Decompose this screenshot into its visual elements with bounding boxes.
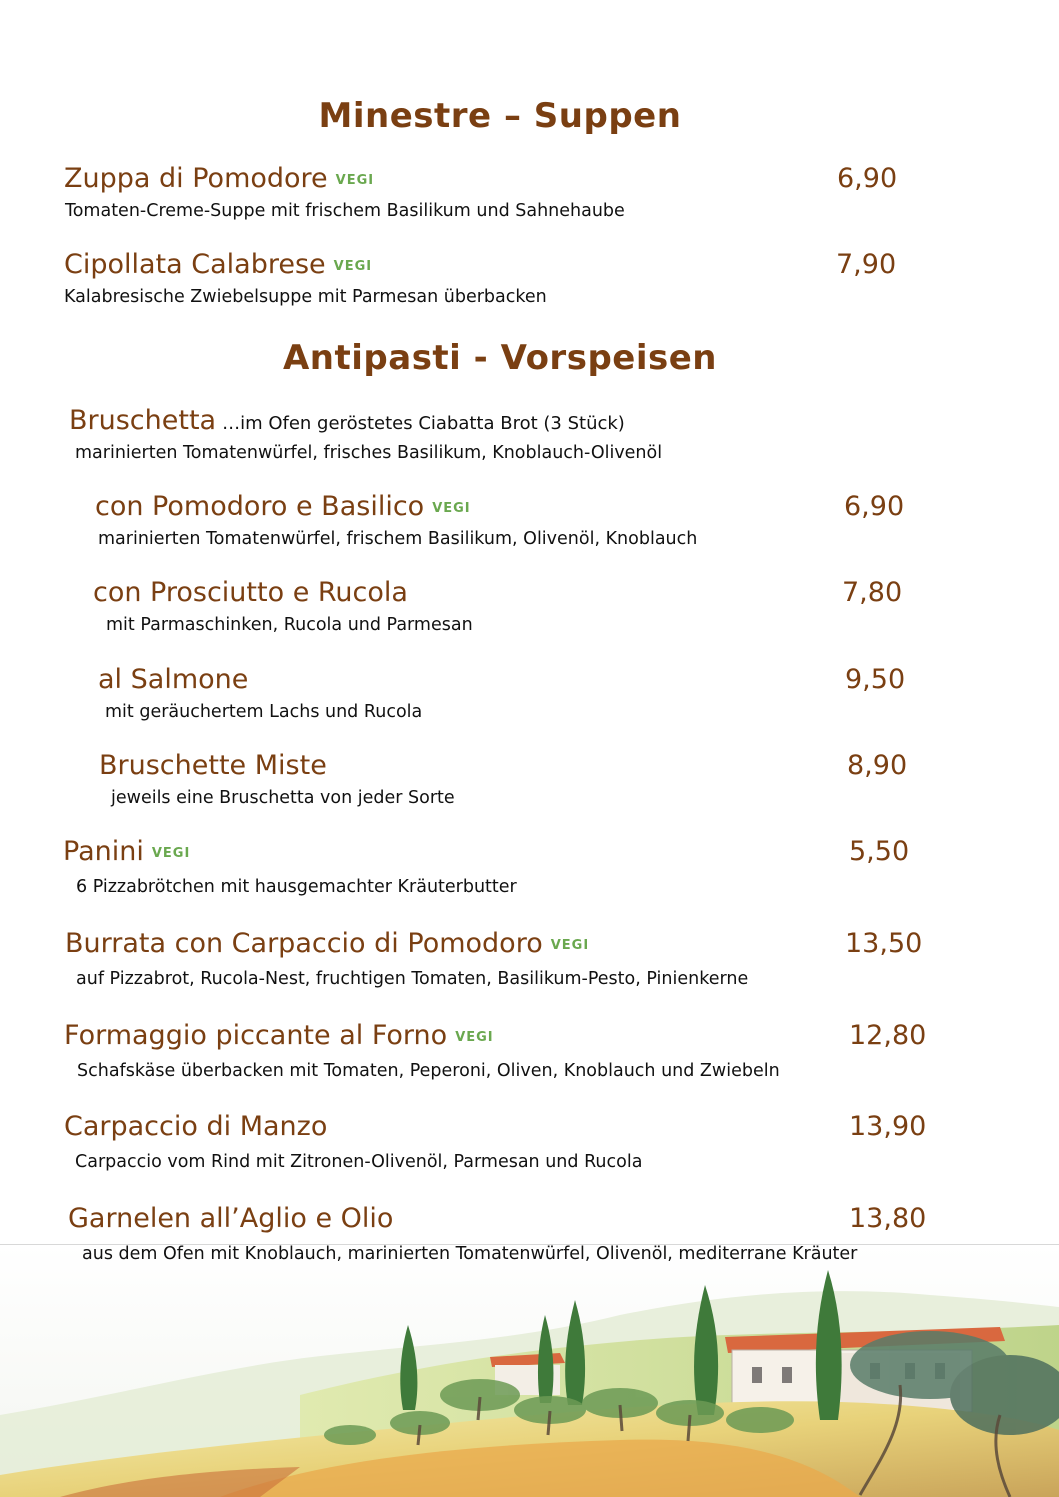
- item-price: 6,90: [844, 491, 905, 522]
- menu-item: [64, 163, 944, 221]
- menu-item: [63, 836, 943, 897]
- item-price: 7,90: [836, 249, 897, 280]
- vegi-badge: VEGI: [550, 938, 590, 953]
- vegi-badge: VEGI: [151, 846, 191, 861]
- item-name: Formaggio piccante al Forno VEGI: [64, 1020, 494, 1051]
- menu-item: [64, 1020, 944, 1081]
- menu-item: [98, 664, 978, 722]
- menu-item: [64, 1111, 944, 1172]
- vegi-badge: VEGI: [333, 259, 373, 274]
- item-description: 6 Pizzabrötchen mit hausgemachter Kräuterbutter: [76, 877, 517, 897]
- section-title-soups: Minestre – Suppen: [318, 96, 682, 136]
- item-price: 12,80: [849, 1020, 927, 1051]
- item-description: Carpaccio vom Rind mit Zitronen-Olivenöl, Parmesan und Rucola: [75, 1152, 643, 1172]
- menu-item: [93, 577, 973, 635]
- item-price: 8,90: [847, 750, 908, 781]
- item-price: 13,80: [849, 1203, 927, 1234]
- tuscany-landscape-illustration: [0, 1245, 1059, 1497]
- item-name: con Prosciutto e Rucola: [93, 577, 408, 608]
- vegi-badge: VEGI: [432, 501, 471, 516]
- item-description: marinierten Tomatenwürfel, frisches Basilikum, Knoblauch-Olivenöl: [75, 443, 663, 463]
- item-description: Schafskäse überbacken mit Tomaten, Peperoni, Oliven, Knoblauch und Zwiebeln: [77, 1061, 780, 1081]
- item-price: 9,50: [845, 664, 906, 695]
- item-name: Zuppa di Pomodore VEGI: [64, 163, 375, 194]
- item-price: 13,90: [849, 1111, 927, 1142]
- item-description: jeweils eine Bruschetta von jeder Sorte: [111, 788, 455, 808]
- menu-item: [64, 249, 944, 307]
- item-price: 7,80: [842, 577, 903, 608]
- menu-item: [68, 1203, 948, 1239]
- item-price: 13,50: [845, 928, 923, 959]
- menu-item: [99, 750, 979, 808]
- item-name: Cipollata Calabrese VEGI: [64, 249, 373, 280]
- item-name: con Pomodoro e Basilico VEGI: [95, 491, 471, 522]
- item-description: Tomaten-Creme-Suppe mit frischem Basilikum und Sahnehaube: [65, 201, 625, 221]
- item-description: mit geräuchertem Lachs und Rucola: [105, 702, 423, 722]
- vegi-badge: VEGI: [455, 1030, 494, 1045]
- bruschetta-intro: [69, 405, 949, 463]
- item-description: aus dem Ofen mit Knoblauch, marinierten Tomatenwürfel, Olivenöl, mediterrane Kräuter: [82, 1244, 858, 1264]
- menu-item: [65, 928, 945, 989]
- section-title-antipasti: Antipasti - Vorspeisen: [282, 338, 717, 378]
- item-name: al Salmone: [98, 664, 249, 695]
- item-price: 5,50: [849, 836, 910, 867]
- item-name: Bruschette Miste: [99, 750, 327, 781]
- vegi-badge: VEGI: [335, 173, 375, 188]
- item-name: Panini VEGI: [63, 836, 191, 867]
- item-name: Burrata con Carpaccio di Pomodoro VEGI: [65, 928, 590, 959]
- item-description: auf Pizzabrot, Rucola-Nest, fruchtigen Tomaten, Basilikum-Pesto, Pinienkerne: [76, 969, 749, 989]
- item-description: mit Parmaschinken, Rucola und Parmesan: [106, 615, 473, 635]
- item-name: Bruschetta …im Ofen geröstetes Ciabatta Brot (3 Stück): [69, 405, 625, 436]
- item-description: marinierten Tomatenwürfel, frischem Basilikum, Olivenöl, Knoblauch: [98, 529, 698, 549]
- menu-item: [95, 491, 975, 549]
- item-description: Kalabresische Zwiebelsuppe mit Parmesan überbacken: [64, 287, 547, 307]
- item-name: Carpaccio di Manzo: [64, 1111, 328, 1142]
- item-inline-description: …im Ofen geröstetes Ciabatta Brot (3 Stück): [222, 413, 625, 434]
- item-name: Garnelen all’Aglio e Olio: [68, 1203, 394, 1234]
- item-price: 6,90: [837, 163, 898, 194]
